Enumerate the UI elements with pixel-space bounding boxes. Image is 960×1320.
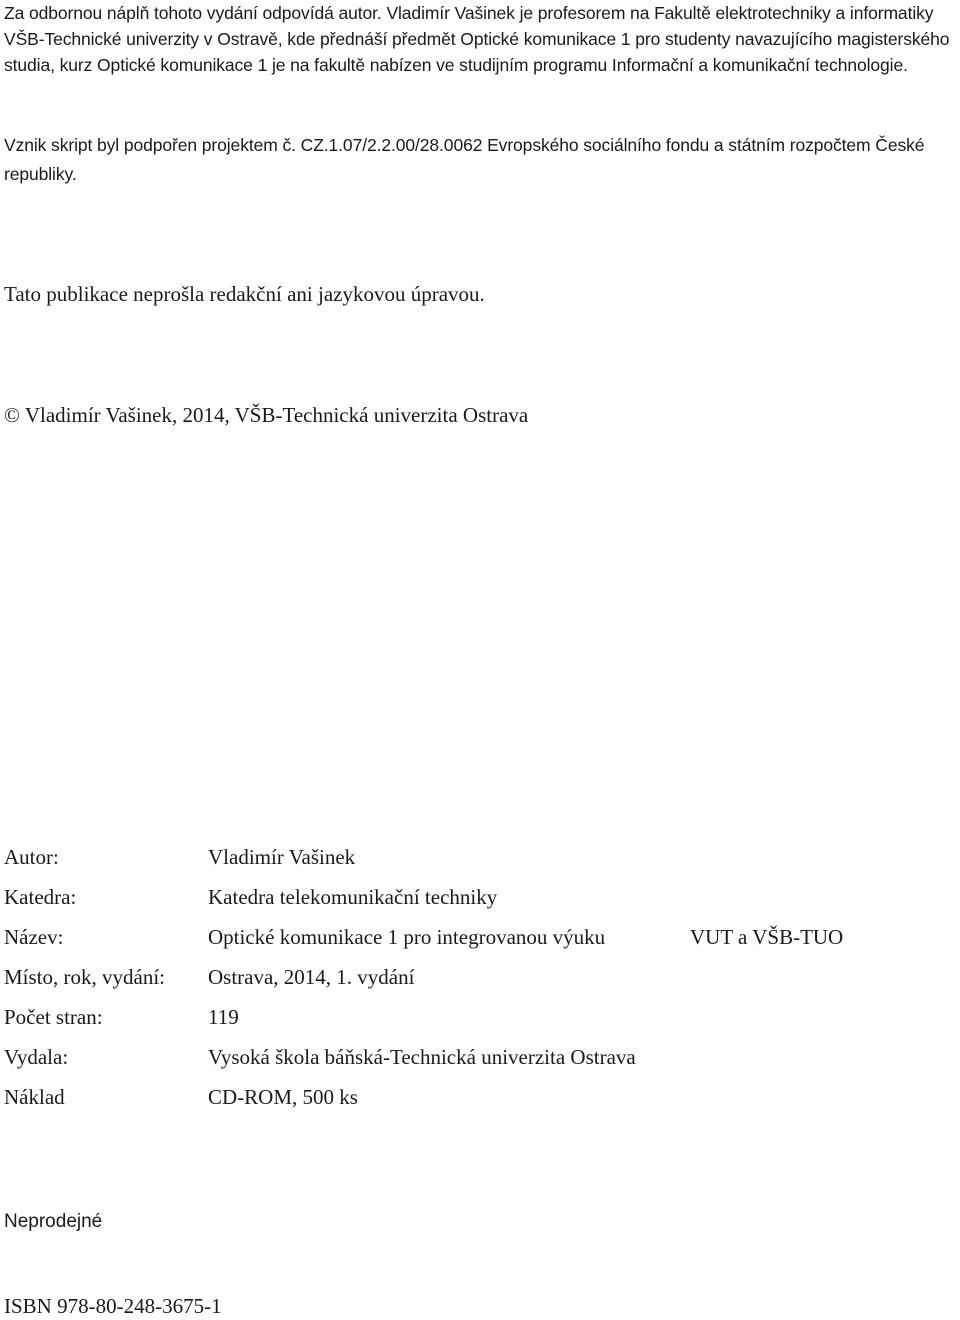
- editorial-note: Tato publikace neprošla redakční ani jazykovou úpravou.: [4, 282, 485, 306]
- metadata-value: 119: [208, 1005, 239, 1029]
- metadata-label: Autor:: [4, 845, 59, 869]
- metadata-label: Počet stran:: [4, 1005, 103, 1029]
- metadata-label: Náklad: [4, 1085, 65, 1109]
- metadata-label: Místo, rok, vydání:: [4, 965, 165, 989]
- metadata-value: Optické komunikace 1 pro integrovanou výuku: [208, 925, 606, 949]
- metadata-value: Katedra telekomunikační techniky: [208, 885, 498, 909]
- metadata-extra: VUT a VŠB-TUO: [690, 925, 844, 949]
- isbn-line: ISBN 978-80-248-3675-1: [4, 1294, 222, 1318]
- metadata-label: Vydala:: [4, 1045, 69, 1069]
- metadata-value: Vysoká škola báňská-Technická univerzita Ostrava: [208, 1045, 636, 1069]
- metadata-label: Katedra:: [4, 885, 77, 909]
- copyright-line: © Vladimír Vašinek, 2014, VŠB-Technická univerzita Ostrava: [4, 403, 529, 427]
- metadata-value: CD-ROM, 500 ks: [208, 1085, 358, 1109]
- funding-paragraph: Vznik skript byl podpořen projektem č. CZ.1.07/2.2.00/28.0062 Evropského sociálního fondu a státním rozpočtem České republiky.: [4, 135, 925, 184]
- intro-paragraph: Za odbornou náplň tohoto vydání odpovídá autor. Vladimír Vašinek je profesorem na Fakultě elektrotechniky a informatiky VŠB-Technické univerzity v Ostravě, kde přednáší předmět Optické komunikace 1 pro studenty navazujícího magisterského studia, kurz Optické komunikace 1 je na fakultě nabízen ve studijním programu Informační a komunikační technologie.: [4, 3, 950, 75]
- metadata-label: Název:: [4, 925, 64, 949]
- metadata-value: Ostrava, 2014, 1. vydání: [208, 965, 415, 989]
- metadata-value: Vladimír Vašinek: [208, 845, 356, 869]
- not-for-sale-note: Neprodejné: [4, 1211, 103, 1232]
